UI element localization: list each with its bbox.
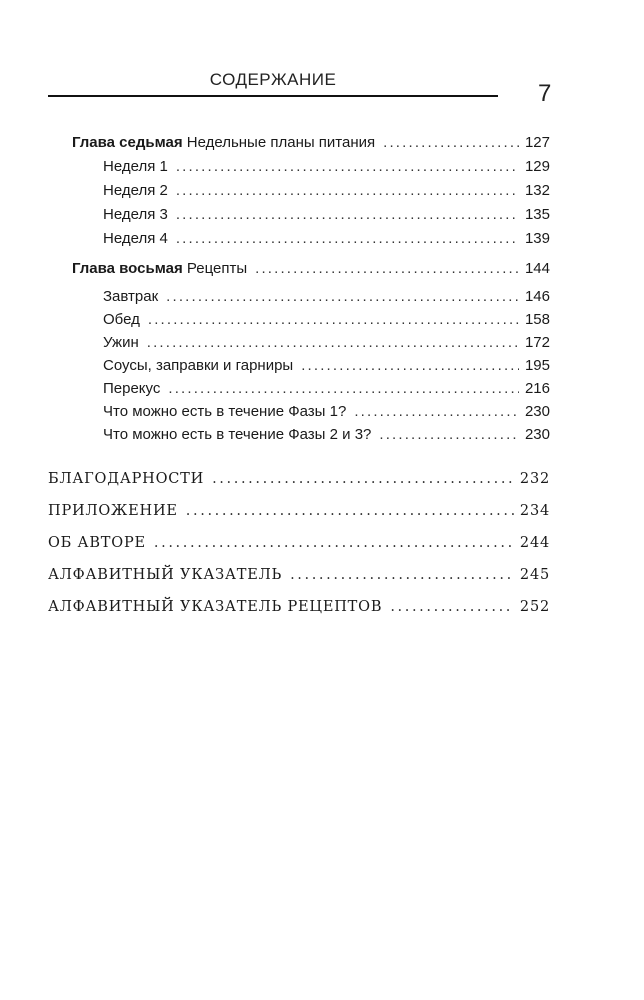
toc-entry-about-author[interactable] [48, 535, 550, 551]
toc-entry-appendix[interactable] [48, 503, 550, 519]
toc-page-number: 252 [519, 599, 550, 615]
dot-leader [186, 503, 514, 519]
header-rule [48, 95, 498, 97]
toc-entry-label: Соусы, заправки и гарниры [103, 357, 294, 374]
dot-leader [176, 158, 519, 175]
dot-leader [147, 334, 519, 351]
toc-page-number: 232 [519, 471, 550, 487]
toc-entry-label [72, 260, 247, 277]
running-head [48, 64, 498, 100]
dot-leader [383, 134, 519, 151]
dot-leader [168, 380, 519, 397]
toc-entry-week-3[interactable] [103, 206, 550, 223]
dot-leader [176, 230, 519, 247]
toc-entry-phase-1[interactable] [103, 403, 550, 420]
toc-page-number: 230 [524, 403, 550, 420]
toc-entry-snack[interactable] [103, 380, 550, 397]
dot-leader [290, 567, 514, 583]
toc-entry-label: ПРИЛОЖЕНИЕ [48, 503, 178, 519]
toc-entry-chapter-7[interactable] [72, 134, 550, 151]
dot-leader [301, 357, 519, 374]
dot-leader [255, 260, 519, 277]
toc-page-number: 234 [519, 503, 550, 519]
page-number: 7 [538, 80, 552, 107]
toc-page-number: 172 [524, 334, 550, 351]
toc-entry-label: Что можно есть в течение Фазы 1? [103, 403, 347, 420]
toc-entry-label: Неделя 1 [103, 158, 168, 175]
chapter-prefix: Глава восьмая [72, 260, 183, 277]
toc-entry-label: Неделя 4 [103, 230, 168, 247]
chapter-title: Рецепты [186, 260, 248, 277]
toc-entry-label: ОБ АВТОРЕ [48, 535, 146, 551]
toc-entry-week-2[interactable] [103, 182, 550, 199]
toc-entry-week-1[interactable] [103, 158, 550, 175]
toc-page-number: 127 [524, 134, 550, 151]
dot-leader [354, 403, 519, 420]
toc-entry-label: Завтрак [103, 288, 159, 305]
toc-entry-label: Ужин [103, 334, 139, 351]
toc-entry-label: АЛФАВИТНЫЙ УКАЗАТЕЛЬ РЕЦЕПТОВ [48, 599, 383, 615]
running-title: СОДЕРЖАНИЕ [209, 70, 337, 89]
toc-page-number: 244 [519, 535, 550, 551]
dot-leader [176, 182, 519, 199]
toc-page-number: 158 [524, 311, 550, 328]
toc-entry-sauces[interactable] [103, 357, 550, 374]
toc-entry-label: Обед [103, 311, 140, 328]
toc-entry-label: БЛАГОДАРНОСТИ [48, 471, 205, 487]
toc-entry-label: Неделя 2 [103, 182, 168, 199]
dot-leader [390, 599, 514, 615]
toc-entry-recipe-index[interactable] [48, 599, 550, 615]
toc-page-number: 216 [524, 380, 550, 397]
chapter-title: Недельные планы питания [186, 134, 376, 151]
dot-leader [379, 426, 519, 443]
dot-leader [212, 471, 514, 487]
toc-entry-dinner[interactable] [103, 334, 550, 351]
toc-page-number: 129 [524, 158, 550, 175]
toc-entry-label: Перекус [103, 380, 161, 397]
toc-page-number: 245 [519, 567, 550, 583]
toc-page-number: 146 [524, 288, 550, 305]
toc-entry-phase-2-3[interactable] [103, 426, 550, 443]
toc-entry-week-4[interactable] [103, 230, 550, 247]
toc-page-number: 144 [524, 260, 550, 277]
dot-leader [154, 535, 514, 551]
chapter-prefix: Глава седьмая [72, 134, 183, 151]
dot-leader [148, 311, 519, 328]
toc-entry-chapter-8[interactable] [72, 260, 550, 277]
toc-entry-lunch[interactable] [103, 311, 550, 328]
toc-page-number: 135 [524, 206, 550, 223]
toc-page-number: 195 [524, 357, 550, 374]
toc-entry-breakfast[interactable] [103, 288, 550, 305]
toc-page-number: 230 [524, 426, 550, 443]
dot-leader [176, 206, 519, 223]
toc-entry-label: АЛФАВИТНЫЙ УКАЗАТЕЛЬ [48, 567, 283, 583]
toc-entry-label: Неделя 3 [103, 206, 168, 223]
toc-entry-index[interactable] [48, 567, 550, 583]
toc-entry-label: Что можно есть в течение Фазы 2 и 3? [103, 426, 372, 443]
dot-leader [166, 288, 519, 305]
toc-page-number: 139 [524, 230, 550, 247]
toc-page-number: 132 [524, 182, 550, 199]
toc-entry-label [72, 134, 375, 151]
toc-entry-acknowledgements[interactable] [48, 471, 550, 487]
